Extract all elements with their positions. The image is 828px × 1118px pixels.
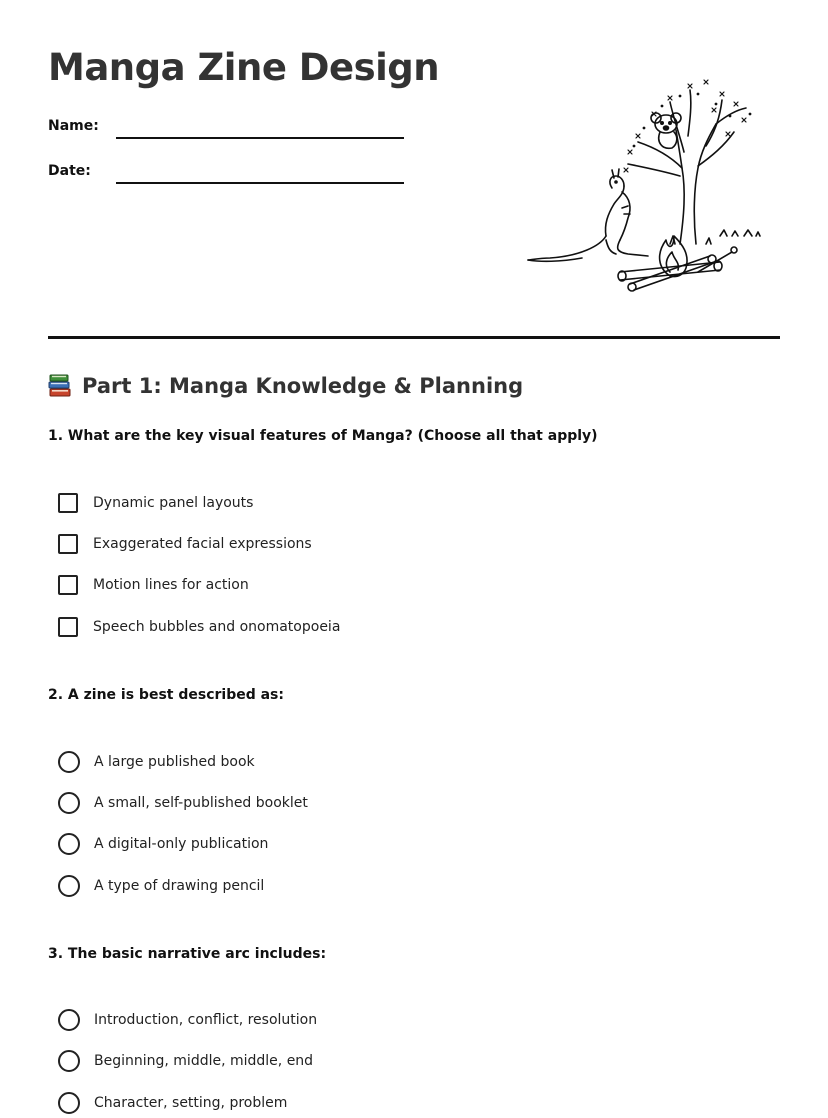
question-2-prompt: 2. A zine is best described as: xyxy=(48,687,284,703)
radio-button[interactable] xyxy=(58,751,80,773)
date-label: Date: xyxy=(48,163,91,179)
option-label: A type of drawing pencil xyxy=(94,878,265,894)
option-label: A large published book xyxy=(94,754,255,770)
question-1-prompt: 1. What are the key visual features of Manga? (Choose all that apply) xyxy=(48,428,598,444)
radio-button[interactable] xyxy=(58,792,80,814)
option-label: Character, setting, problem xyxy=(94,1095,288,1111)
date-write-line[interactable] xyxy=(116,182,404,184)
page-title: Manga Zine Design xyxy=(48,46,440,89)
radio-button[interactable] xyxy=(58,1009,80,1031)
q2-option-3[interactable] xyxy=(58,832,268,856)
q2-option-4[interactable] xyxy=(58,874,264,898)
option-label: Dynamic panel layouts xyxy=(93,495,254,511)
checkbox[interactable] xyxy=(58,493,78,513)
q1-option-3[interactable] xyxy=(58,573,249,597)
option-label: Beginning, middle, middle, end xyxy=(94,1053,314,1069)
checkbox[interactable] xyxy=(58,575,78,595)
name-label: Name: xyxy=(48,118,99,134)
option-label: Motion lines for action xyxy=(93,577,249,593)
part1-heading xyxy=(48,373,523,399)
radio-button[interactable] xyxy=(58,1050,80,1072)
books-icon xyxy=(48,373,72,399)
checkbox[interactable] xyxy=(58,534,78,554)
radio-button[interactable] xyxy=(58,875,80,897)
radio-button[interactable] xyxy=(58,833,80,855)
option-label: Speech bubbles and onomatopoeia xyxy=(93,619,341,635)
q1-option-2[interactable] xyxy=(58,532,312,556)
part1-title: Part 1: Manga Knowledge & Planning xyxy=(82,374,524,398)
name-write-line[interactable] xyxy=(116,137,404,139)
q2-option-2[interactable] xyxy=(58,791,308,815)
q1-option-1[interactable] xyxy=(58,491,253,515)
option-label: Exaggerated facial expressions xyxy=(93,536,312,552)
checkbox[interactable] xyxy=(58,617,78,637)
date-field[interactable] xyxy=(48,159,408,185)
q3-option-2[interactable] xyxy=(58,1049,313,1073)
q2-option-1[interactable] xyxy=(58,750,255,774)
name-field[interactable] xyxy=(48,114,408,140)
radio-button[interactable] xyxy=(58,1092,80,1114)
option-label: A small, self-published booklet xyxy=(94,795,308,811)
kangaroo-koala-tree-illustration xyxy=(520,76,770,296)
section-divider xyxy=(48,336,780,339)
q3-option-1[interactable] xyxy=(58,1008,317,1032)
option-label: A digital-only publication xyxy=(94,836,269,852)
question-3-prompt: 3. The basic narrative arc includes: xyxy=(48,946,327,962)
option-label: Introduction, conflict, resolution xyxy=(94,1012,318,1028)
q1-option-4[interactable] xyxy=(58,615,340,639)
q3-option-3[interactable] xyxy=(58,1091,287,1115)
